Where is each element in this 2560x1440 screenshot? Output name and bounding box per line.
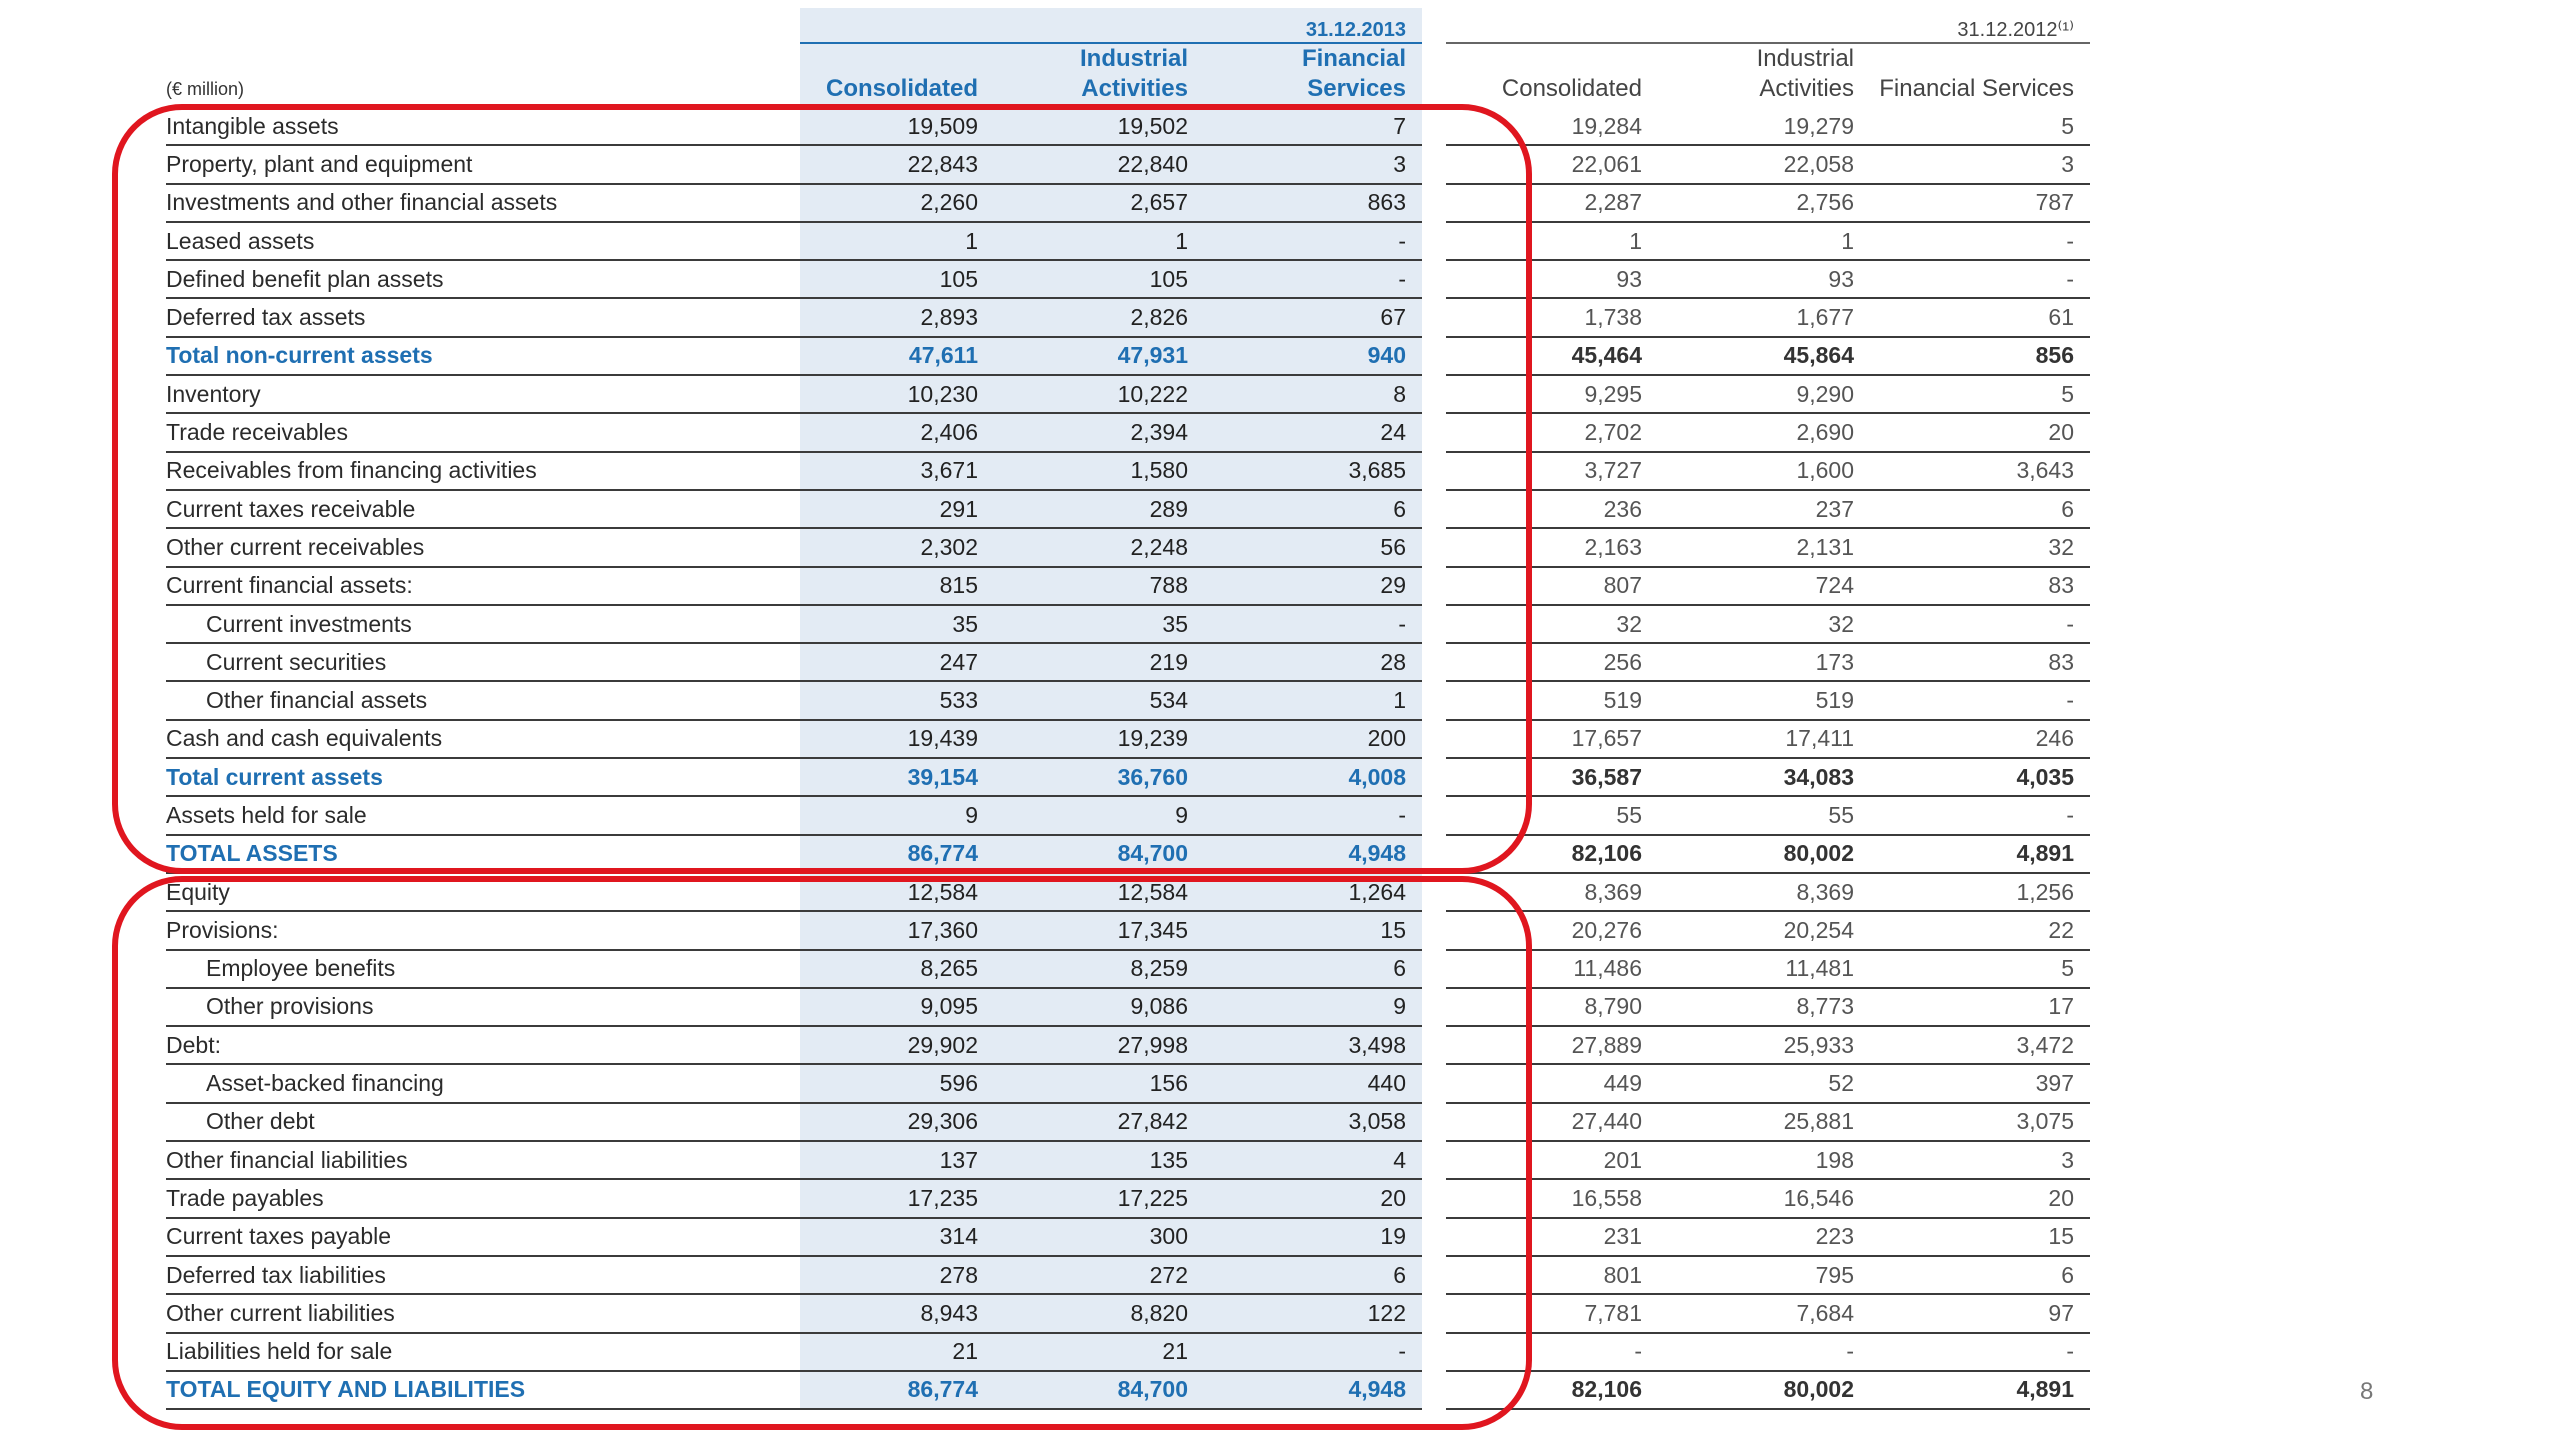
value-2012-financial: 15	[1870, 1218, 2090, 1256]
table-row	[166, 1371, 2090, 1409]
value-2013-industrial: 10,222	[994, 375, 1204, 413]
value-2013-industrial: 12,584	[994, 873, 1204, 911]
value-2013-financial: 6	[1204, 1256, 1422, 1294]
value-2013-consolidated: 47,611	[800, 337, 994, 375]
value-2013-consolidated: 2,893	[800, 298, 994, 336]
value-2012-consolidated: 22,061	[1446, 145, 1658, 183]
table-row	[166, 337, 2090, 375]
value-2013-financial: 20	[1204, 1179, 1422, 1217]
value-2013-consolidated: 815	[800, 567, 994, 605]
value-2013-financial: 15	[1204, 911, 1422, 949]
balance-sheet-table	[166, 8, 2090, 1410]
value-2013-consolidated: 2,260	[800, 184, 994, 222]
table-body	[166, 108, 2090, 1409]
value-2012-consolidated: 82,106	[1446, 835, 1658, 873]
value-2012-industrial: 1,600	[1658, 452, 1870, 490]
table-row	[166, 758, 2090, 796]
value-2013-industrial: 2,657	[994, 184, 1204, 222]
value-2013-financial: 28	[1204, 643, 1422, 681]
row-label: Trade receivables	[166, 413, 800, 451]
value-2013-financial: -	[1204, 222, 1422, 260]
value-2013-consolidated: 596	[800, 1064, 994, 1102]
value-2012-consolidated: 45,464	[1446, 337, 1658, 375]
value-2012-financial: 61	[1870, 298, 2090, 336]
value-2013-consolidated: 22,843	[800, 145, 994, 183]
value-2013-industrial: 135	[994, 1141, 1204, 1179]
value-2013-industrial: 289	[994, 490, 1204, 528]
value-2013-industrial: 22,840	[994, 145, 1204, 183]
value-2012-industrial: 8,773	[1658, 988, 1870, 1026]
value-2013-financial: 4	[1204, 1141, 1422, 1179]
value-2012-industrial: 25,933	[1658, 1026, 1870, 1064]
col-2012-industrial: Industrial Activities	[1756, 45, 1854, 102]
row-label: Current securities	[166, 643, 800, 681]
row-label: Asset-backed financing	[166, 1064, 800, 1102]
table-row	[166, 1141, 2090, 1179]
row-label: Current financial assets:	[166, 567, 800, 605]
value-2013-consolidated: 19,509	[800, 108, 994, 145]
value-2012-financial: 397	[1870, 1064, 2090, 1102]
value-2013-industrial: 2,394	[994, 413, 1204, 451]
table-row	[166, 605, 2090, 643]
value-2013-industrial: 19,239	[994, 720, 1204, 758]
value-2012-financial: 856	[1870, 337, 2090, 375]
col-2012-financial: Financial Services	[1879, 75, 2074, 102]
value-2013-financial: 56	[1204, 528, 1422, 566]
table-row	[166, 681, 2090, 719]
value-2013-industrial: 788	[994, 567, 1204, 605]
value-2013-consolidated: 8,943	[800, 1294, 994, 1332]
value-2012-consolidated: 1,738	[1446, 298, 1658, 336]
value-2013-consolidated: 29,902	[800, 1026, 994, 1064]
value-2012-consolidated: -	[1446, 1333, 1658, 1371]
value-2012-industrial: 45,864	[1658, 337, 1870, 375]
value-2012-financial: 83	[1870, 643, 2090, 681]
table-row	[166, 873, 2090, 911]
table-row	[166, 1179, 2090, 1217]
table-row	[166, 298, 2090, 336]
value-2012-consolidated: 17,657	[1446, 720, 1658, 758]
value-2012-consolidated: 9,295	[1446, 375, 1658, 413]
row-label: Debt:	[166, 1026, 800, 1064]
value-2012-industrial: 519	[1658, 681, 1870, 719]
period-2012: 31.12.2012⁽¹⁾	[1870, 8, 2090, 43]
table-row	[166, 260, 2090, 298]
value-2013-industrial: 1	[994, 222, 1204, 260]
value-2012-consolidated: 201	[1446, 1141, 1658, 1179]
table-row	[166, 528, 2090, 566]
value-2012-consolidated: 2,702	[1446, 413, 1658, 451]
value-2013-consolidated: 2,406	[800, 413, 994, 451]
row-label: Intangible assets	[166, 108, 800, 145]
row-label: TOTAL ASSETS	[166, 835, 800, 873]
value-2013-financial: 200	[1204, 720, 1422, 758]
value-2012-industrial: 25,881	[1658, 1103, 1870, 1141]
value-2013-industrial: 9	[994, 796, 1204, 834]
row-label: Other debt	[166, 1103, 800, 1141]
value-2012-industrial: 17,411	[1658, 720, 1870, 758]
value-2012-financial: 4,035	[1870, 758, 2090, 796]
value-2012-consolidated: 449	[1446, 1064, 1658, 1102]
value-2013-financial: 122	[1204, 1294, 1422, 1332]
value-2013-consolidated: 533	[800, 681, 994, 719]
value-2012-industrial: 1,677	[1658, 298, 1870, 336]
value-2012-consolidated: 2,287	[1446, 184, 1658, 222]
table-row	[166, 452, 2090, 490]
column-header-row	[166, 43, 2090, 108]
value-2013-consolidated: 314	[800, 1218, 994, 1256]
value-2013-financial: 6	[1204, 950, 1422, 988]
value-2012-consolidated: 16,558	[1446, 1179, 1658, 1217]
value-2013-financial: 3,498	[1204, 1026, 1422, 1064]
row-label: TOTAL EQUITY AND LIABILITIES	[166, 1371, 800, 1409]
row-label: Equity	[166, 873, 800, 911]
value-2013-consolidated: 10,230	[800, 375, 994, 413]
value-2012-financial: -	[1870, 605, 2090, 643]
value-2013-industrial: 84,700	[994, 835, 1204, 873]
col-2013-industrial: Industrial Activities	[1079, 45, 1188, 102]
row-label: Total non-current assets	[166, 337, 800, 375]
table-row	[166, 490, 2090, 528]
value-2012-industrial: 237	[1658, 490, 1870, 528]
row-label: Deferred tax assets	[166, 298, 800, 336]
value-2012-consolidated: 36,587	[1446, 758, 1658, 796]
value-2012-industrial: 80,002	[1658, 835, 1870, 873]
value-2013-financial: -	[1204, 796, 1422, 834]
value-2012-financial: 97	[1870, 1294, 2090, 1332]
value-2012-financial: 5	[1870, 108, 2090, 145]
value-2012-industrial: 2,690	[1658, 413, 1870, 451]
value-2012-industrial: 52	[1658, 1064, 1870, 1102]
value-2013-financial: 1,264	[1204, 873, 1422, 911]
value-2013-industrial: 272	[994, 1256, 1204, 1294]
value-2012-consolidated: 231	[1446, 1218, 1658, 1256]
value-2012-industrial: 2,756	[1658, 184, 1870, 222]
value-2012-industrial: 2,131	[1658, 528, 1870, 566]
slide-number: 8	[2360, 1378, 2374, 1405]
row-label: Current taxes payable	[166, 1218, 800, 1256]
row-label: Cash and cash equivalents	[166, 720, 800, 758]
row-label: Employee benefits	[166, 950, 800, 988]
value-2012-industrial: 20,254	[1658, 911, 1870, 949]
table-row	[166, 375, 2090, 413]
value-2012-consolidated: 27,889	[1446, 1026, 1658, 1064]
table-row	[166, 222, 2090, 260]
value-2012-industrial: 223	[1658, 1218, 1870, 1256]
value-2012-financial: 17	[1870, 988, 2090, 1026]
value-2012-consolidated: 19,284	[1446, 108, 1658, 145]
col-2013-consolidated: Consolidated	[825, 75, 978, 102]
value-2012-consolidated: 8,369	[1446, 873, 1658, 911]
value-2012-industrial: 32	[1658, 605, 1870, 643]
value-2013-financial: -	[1204, 605, 1422, 643]
value-2012-financial: 6	[1870, 1256, 2090, 1294]
value-2012-consolidated: 801	[1446, 1256, 1658, 1294]
table-row	[166, 643, 2090, 681]
period-header-row	[166, 8, 2090, 43]
table-row	[166, 835, 2090, 873]
value-2013-financial: 7	[1204, 108, 1422, 145]
value-2013-industrial: 105	[994, 260, 1204, 298]
value-2013-industrial: 36,760	[994, 758, 1204, 796]
value-2013-industrial: 8,820	[994, 1294, 1204, 1332]
row-label: Liabilities held for sale	[166, 1333, 800, 1371]
value-2013-financial: 67	[1204, 298, 1422, 336]
value-2012-industrial: 22,058	[1658, 145, 1870, 183]
value-2013-consolidated: 105	[800, 260, 994, 298]
value-2013-industrial: 156	[994, 1064, 1204, 1102]
value-2012-consolidated: 256	[1446, 643, 1658, 681]
value-2012-industrial: 19,279	[1658, 108, 1870, 145]
value-2012-industrial: -	[1658, 1333, 1870, 1371]
value-2012-financial: 1,256	[1870, 873, 2090, 911]
value-2013-consolidated: 1	[800, 222, 994, 260]
value-2013-financial: 4,948	[1204, 835, 1422, 873]
value-2013-financial: 6	[1204, 490, 1422, 528]
value-2012-industrial: 55	[1658, 796, 1870, 834]
value-2012-consolidated: 7,781	[1446, 1294, 1658, 1332]
value-2012-financial: 246	[1870, 720, 2090, 758]
value-2013-consolidated: 86,774	[800, 835, 994, 873]
value-2012-consolidated: 519	[1446, 681, 1658, 719]
value-2013-financial: 940	[1204, 337, 1422, 375]
value-2012-financial: 22	[1870, 911, 2090, 949]
value-2013-industrial: 27,998	[994, 1026, 1204, 1064]
value-2012-financial: 3,472	[1870, 1026, 2090, 1064]
value-2013-industrial: 8,259	[994, 950, 1204, 988]
value-2012-industrial: 1	[1658, 222, 1870, 260]
row-label: Other financial liabilities	[166, 1141, 800, 1179]
value-2013-financial: -	[1204, 1333, 1422, 1371]
value-2012-financial: 4,891	[1870, 835, 2090, 873]
row-label: Other financial assets	[166, 681, 800, 719]
value-2012-industrial: 8,369	[1658, 873, 1870, 911]
value-2012-consolidated: 82,106	[1446, 1371, 1658, 1409]
value-2013-consolidated: 17,360	[800, 911, 994, 949]
value-2013-industrial: 219	[994, 643, 1204, 681]
period-2013: 31.12.2013	[1204, 8, 1422, 43]
value-2012-financial: 3,643	[1870, 452, 2090, 490]
value-2012-consolidated: 3,727	[1446, 452, 1658, 490]
value-2012-financial: 3	[1870, 1141, 2090, 1179]
value-2013-financial: 3,685	[1204, 452, 1422, 490]
value-2012-industrial: 34,083	[1658, 758, 1870, 796]
value-2013-consolidated: 21	[800, 1333, 994, 1371]
value-2013-industrial: 1,580	[994, 452, 1204, 490]
table-row	[166, 567, 2090, 605]
value-2012-financial: -	[1870, 1333, 2090, 1371]
value-2013-consolidated: 291	[800, 490, 994, 528]
value-2013-industrial: 17,225	[994, 1179, 1204, 1217]
value-2013-consolidated: 3,671	[800, 452, 994, 490]
table-row	[166, 950, 2090, 988]
value-2013-industrial: 35	[994, 605, 1204, 643]
value-2013-financial: 4,008	[1204, 758, 1422, 796]
row-label: Inventory	[166, 375, 800, 413]
value-2012-financial: -	[1870, 260, 2090, 298]
value-2012-financial: 6	[1870, 490, 2090, 528]
value-2013-financial: 3,058	[1204, 1103, 1422, 1141]
value-2013-consolidated: 137	[800, 1141, 994, 1179]
row-label: Total current assets	[166, 758, 800, 796]
value-2012-consolidated: 2,163	[1446, 528, 1658, 566]
row-label: Defined benefit plan assets	[166, 260, 800, 298]
value-2012-financial: 5	[1870, 375, 2090, 413]
value-2013-industrial: 21	[994, 1333, 1204, 1371]
row-label: Deferred tax liabilities	[166, 1256, 800, 1294]
value-2013-financial: -	[1204, 260, 1422, 298]
value-2013-industrial: 534	[994, 681, 1204, 719]
value-2012-consolidated: 93	[1446, 260, 1658, 298]
value-2013-consolidated: 17,235	[800, 1179, 994, 1217]
value-2012-financial: 32	[1870, 528, 2090, 566]
table-row	[166, 1026, 2090, 1064]
value-2012-consolidated: 32	[1446, 605, 1658, 643]
value-2013-financial: 440	[1204, 1064, 1422, 1102]
value-2013-consolidated: 39,154	[800, 758, 994, 796]
row-label: Property, plant and equipment	[166, 145, 800, 183]
value-2012-financial: 20	[1870, 1179, 2090, 1217]
value-2013-industrial: 17,345	[994, 911, 1204, 949]
value-2013-financial: 3	[1204, 145, 1422, 183]
value-2013-financial: 863	[1204, 184, 1422, 222]
value-2012-financial: 83	[1870, 567, 2090, 605]
row-label: Leased assets	[166, 222, 800, 260]
row-label: Other current liabilities	[166, 1294, 800, 1332]
value-2013-industrial: 2,248	[994, 528, 1204, 566]
value-2012-industrial: 7,684	[1658, 1294, 1870, 1332]
value-2013-consolidated: 9,095	[800, 988, 994, 1026]
table-row	[166, 108, 2090, 145]
value-2012-financial: -	[1870, 222, 2090, 260]
value-2012-financial: 5	[1870, 950, 2090, 988]
row-label: Other current receivables	[166, 528, 800, 566]
value-2013-consolidated: 2,302	[800, 528, 994, 566]
col-2013-financial: Financial Services	[1301, 45, 1406, 102]
value-2012-financial: 787	[1870, 184, 2090, 222]
value-2013-financial: 1	[1204, 681, 1422, 719]
value-2013-consolidated: 86,774	[800, 1371, 994, 1409]
value-2012-industrial: 93	[1658, 260, 1870, 298]
value-2013-consolidated: 12,584	[800, 873, 994, 911]
value-2012-consolidated: 27,440	[1446, 1103, 1658, 1141]
value-2013-industrial: 47,931	[994, 337, 1204, 375]
table-row	[166, 988, 2090, 1026]
value-2012-financial: 20	[1870, 413, 2090, 451]
value-2013-financial: 24	[1204, 413, 1422, 451]
table-row	[166, 1064, 2090, 1102]
value-2012-industrial: 9,290	[1658, 375, 1870, 413]
table-row	[166, 1103, 2090, 1141]
value-2013-financial: 29	[1204, 567, 1422, 605]
value-2012-consolidated: 20,276	[1446, 911, 1658, 949]
value-2013-financial: 8	[1204, 375, 1422, 413]
table-row	[166, 145, 2090, 183]
col-2012-consolidated: Consolidated	[1501, 75, 1642, 102]
value-2012-financial: -	[1870, 681, 2090, 719]
value-2013-consolidated: 29,306	[800, 1103, 994, 1141]
row-label: Investments and other financial assets	[166, 184, 800, 222]
value-2013-consolidated: 247	[800, 643, 994, 681]
table-row	[166, 1294, 2090, 1332]
value-2012-industrial: 80,002	[1658, 1371, 1870, 1409]
value-2013-industrial: 9,086	[994, 988, 1204, 1026]
value-2013-consolidated: 278	[800, 1256, 994, 1294]
table-row	[166, 1333, 2090, 1371]
value-2012-financial: 3	[1870, 145, 2090, 183]
value-2012-industrial: 198	[1658, 1141, 1870, 1179]
value-2012-industrial: 173	[1658, 643, 1870, 681]
value-2012-industrial: 11,481	[1658, 950, 1870, 988]
table-row	[166, 720, 2090, 758]
row-label: Receivables from financing activities	[166, 452, 800, 490]
value-2013-consolidated: 35	[800, 605, 994, 643]
value-2012-industrial: 16,546	[1658, 1179, 1870, 1217]
value-2012-financial: 4,891	[1870, 1371, 2090, 1409]
value-2012-consolidated: 8,790	[1446, 988, 1658, 1026]
value-2012-financial: -	[1870, 796, 2090, 834]
value-2013-industrial: 19,502	[994, 108, 1204, 145]
table-row	[166, 184, 2090, 222]
row-label: Other provisions	[166, 988, 800, 1026]
value-2012-financial: 3,075	[1870, 1103, 2090, 1141]
value-2013-industrial: 27,842	[994, 1103, 1204, 1141]
value-2013-financial: 9	[1204, 988, 1422, 1026]
unit-label: (€ million)	[166, 79, 245, 99]
value-2013-financial: 19	[1204, 1218, 1422, 1256]
value-2013-consolidated: 9	[800, 796, 994, 834]
row-label: Provisions:	[166, 911, 800, 949]
table-row	[166, 796, 2090, 834]
row-label: Current taxes receivable	[166, 490, 800, 528]
value-2012-consolidated: 236	[1446, 490, 1658, 528]
value-2012-industrial: 724	[1658, 567, 1870, 605]
table-row	[166, 1256, 2090, 1294]
value-2012-industrial: 795	[1658, 1256, 1870, 1294]
row-label: Assets held for sale	[166, 796, 800, 834]
value-2013-industrial: 84,700	[994, 1371, 1204, 1409]
table-row	[166, 1218, 2090, 1256]
value-2013-industrial: 2,826	[994, 298, 1204, 336]
value-2012-consolidated: 807	[1446, 567, 1658, 605]
table-row	[166, 413, 2090, 451]
value-2012-consolidated: 11,486	[1446, 950, 1658, 988]
table-row	[166, 911, 2090, 949]
row-label: Current investments	[166, 605, 800, 643]
value-2013-consolidated: 19,439	[800, 720, 994, 758]
row-label: Trade payables	[166, 1179, 800, 1217]
value-2012-consolidated: 55	[1446, 796, 1658, 834]
value-2013-financial: 4,948	[1204, 1371, 1422, 1409]
value-2013-industrial: 300	[994, 1218, 1204, 1256]
value-2013-consolidated: 8,265	[800, 950, 994, 988]
value-2012-consolidated: 1	[1446, 222, 1658, 260]
